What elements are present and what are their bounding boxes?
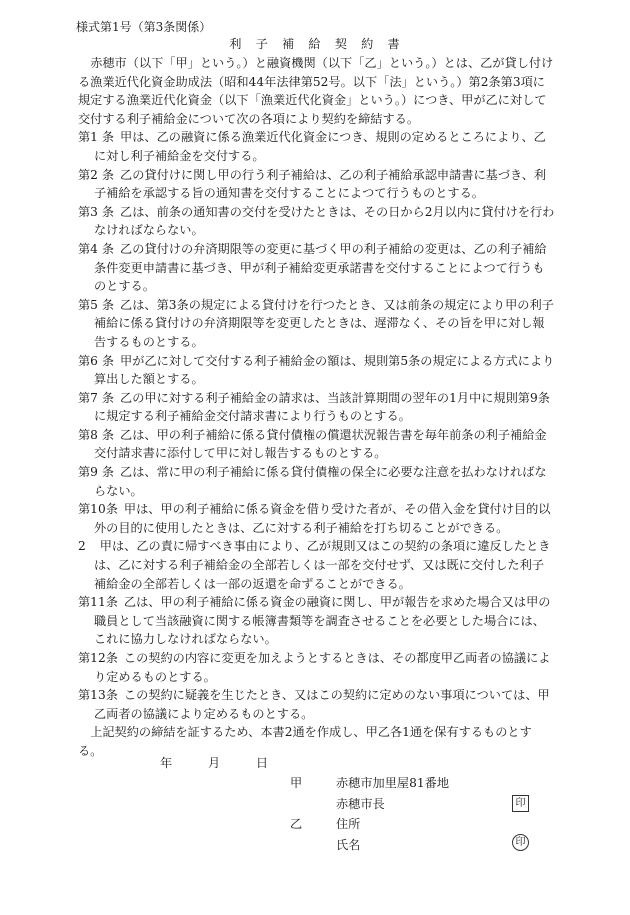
article-number: 第7 条 <box>78 390 115 405</box>
articles-list <box>78 128 556 537</box>
article-text: 乙の甲に対する利子補給金の請求は、当該計算期間の翌年の1月中に規則第9条に規定する利子補給金交付請求書により行うものとする。 <box>94 390 550 424</box>
article-number: 第9 条 <box>78 465 115 480</box>
article-text: 甲は、甲の利子補給に係る資金を借り受けた者が、その借入金を貸付け目的以外の目的に使用したときは、乙に対する利子補給を打ち切ることができる。 <box>94 502 551 535</box>
article <box>78 686 556 723</box>
article-number: 第6 条 <box>78 353 115 368</box>
date-month: 月 <box>207 756 221 770</box>
article-text: 乙は、前条の通知書の交付を受けたときは、その日から2月以内に貸付けを行わなければならない。 <box>94 204 555 238</box>
articles-list-continued <box>78 593 556 723</box>
intro-paragraph: 赤穂市（以下「甲」という。）と融資機関（以下「乙」という。）とは、乙が貸し付ける漁業近代化資金助成法（昭和44年法律第52号。以下「法」という。）第2条第3項に規定する漁業近代化資金（以下「漁業近代化資金」という。）につき、甲が乙に対して交付する利子補給金について次の各項により契約を締結する。 <box>78 56 554 126</box>
date-year: 年 <box>160 756 173 770</box>
article <box>78 166 556 203</box>
article-text: 乙は、常に甲の利子補給に係る貸付債権の保全に必要な注意を払わなければならない。 <box>94 465 547 498</box>
article-10-paragraph-2 <box>78 537 556 593</box>
party-b-mark: 乙 <box>290 817 303 831</box>
party-a-mark: 甲 <box>290 776 303 790</box>
article-text: 甲は、乙の融資に係る漁業近代化資金につき、規則の定めるところにより、乙に対し利子補給金を交付する。 <box>94 130 546 163</box>
article <box>78 203 556 240</box>
article <box>78 500 556 537</box>
party-b-seal: 印 <box>512 834 529 851</box>
article-text: 乙の貸付けに関し甲の行う利子補給は、乙の利子補給承認申請書に基づき、利子補給を承認する旨の通知書を交付することによつて行うものとする。 <box>94 167 547 201</box>
date-day: 日 <box>255 756 269 770</box>
party-a-name: 赤穂市長 <box>336 797 385 811</box>
article <box>78 389 556 426</box>
party-a-seal: 印 <box>512 795 529 812</box>
paragraph-number: 2 <box>78 539 86 554</box>
article-number: 第10条 <box>78 502 118 517</box>
article-number: 第5 条 <box>78 297 115 312</box>
article-number: 第12条 <box>78 651 118 665</box>
article-text: 甲が乙に対して交付する利子補給金の額は、規則第5条の規定による方式により算出した額とする。 <box>94 353 555 387</box>
article-number: 第8 条 <box>78 427 115 442</box>
article <box>78 593 556 649</box>
paragraph-text: 甲は、乙の責に帰すべき事由により、乙が規則又はこの契約の条項に違反したときは、乙に対する利子補給金の全部若しくは一部を交付せず、又は既に交付した利子補給金の全部若しくは一部の返還を命ずることができる。 <box>94 539 551 591</box>
party-b-name-label: 氏名 <box>336 838 361 852</box>
document-title: 利 子 補 給 契 約 書 <box>229 37 401 51</box>
form-number: 様式第1号（第3条関係） <box>76 20 212 34</box>
article <box>78 240 556 296</box>
article-text: この契約に疑義を生じたとき、又はこの契約に定めのない事項については、甲乙両者の協議により定めるものとする。 <box>94 688 550 721</box>
article <box>78 352 556 389</box>
article-text: 乙の貸付けの弁済期限等の変更に基づく甲の利子補給の変更は、乙の利子補給条件変更申請書に基づき、甲が利子補給変更承諾書を交付することによつて行うものとする。 <box>94 241 547 294</box>
article-number: 第13条 <box>78 688 118 703</box>
article-text: 乙は、第3条の規定による貸付けを行つたとき、又は前条の規定により甲の利子補給に係る貸付けの弁済期限等を変更したときは、遅滞なく、その旨を甲に対し報告するものとする。 <box>94 297 554 349</box>
article <box>78 463 556 500</box>
article <box>78 426 556 463</box>
article-number: 第3 条 <box>78 204 115 219</box>
closing-statement: 上記契約の締結を証するため、本書2通を作成し、甲乙各1通を保有するものとする。 <box>78 725 532 758</box>
article <box>78 128 556 165</box>
contract-body <box>78 54 556 761</box>
article-text: この契約の内容に変更を加えようとするときは、その都度甲乙両者の協議により定めるものとする。 <box>94 651 551 684</box>
article-number: 第11条 <box>78 595 118 610</box>
article-text: 乙は、甲の利子補給に係る資金の融資に関し、甲が報告を求めた場合又は甲の職員として当該融資に関する帳簿書類等を調査させることを必要とした場合には、これに協力しなければならない。 <box>94 595 551 647</box>
article-text: 乙は、甲の利子補給に係る貸付債権の償還状況報告書を毎年前条の利子補給金交付請求書に添付して甲に対し報告するものとする。 <box>94 427 547 461</box>
article-number: 第1 条 <box>78 130 115 145</box>
party-a-address: 赤穂市加里屋81番地 <box>336 776 450 790</box>
date-line <box>160 754 268 773</box>
article-number: 第2 条 <box>78 167 115 182</box>
article-number: 第4 条 <box>78 241 115 256</box>
article <box>78 649 556 686</box>
article <box>78 296 556 352</box>
party-b-address-label: 住所 <box>336 817 361 831</box>
